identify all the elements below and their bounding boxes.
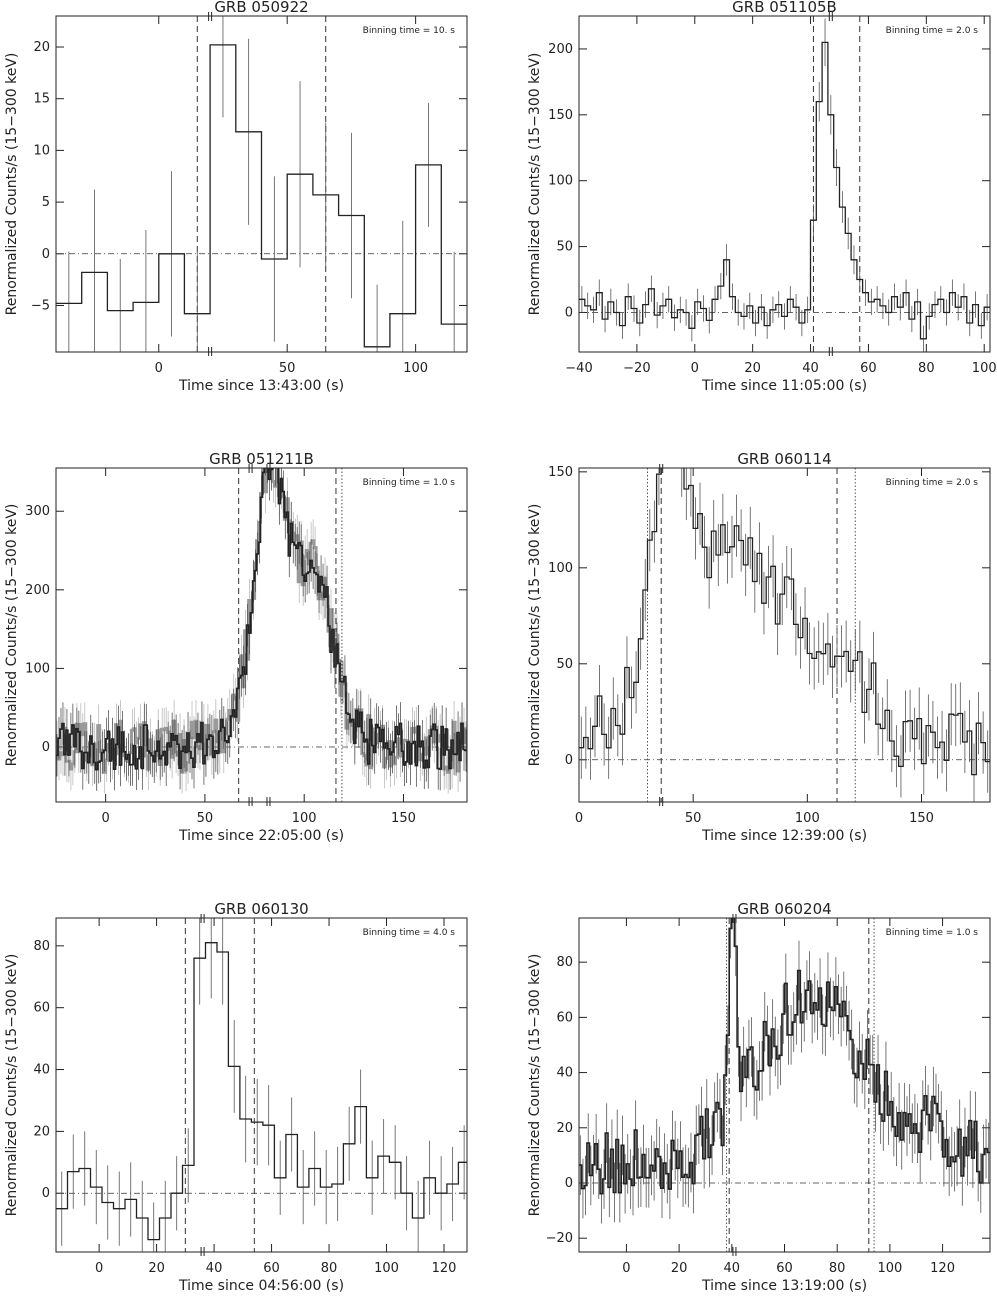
- chart-panel-1: [527, 0, 997, 394]
- plot-area: [56, 887, 470, 1277]
- plot-area: [56, 0, 467, 409]
- chart-title: GRB 051105B: [732, 0, 837, 16]
- y-tick-label: 40: [33, 1062, 50, 1078]
- y-tick-label: 0: [564, 752, 573, 768]
- y-tick-label: 0: [41, 1186, 50, 1202]
- x-tick-label: 80: [828, 1261, 846, 1276]
- y-tick-label: 300: [25, 504, 50, 520]
- x-tick-label: 0: [574, 811, 584, 826]
- y-tick-label: 80: [556, 955, 573, 971]
- x-tick-label: 80: [320, 1261, 338, 1276]
- lightcurve-step: [579, 42, 990, 338]
- x-tick-label: 150: [909, 811, 934, 826]
- x-tick-label: 60: [860, 361, 877, 376]
- y-axis-label: Renormalized Counts/s (15−300 keV): [527, 52, 543, 316]
- plot-area: [579, 16, 990, 352]
- x-tick-label: −40: [565, 361, 593, 376]
- y-axis-label: Renormalized Counts/s (15−300 keV): [527, 503, 543, 767]
- chart-title: GRB 060114: [737, 450, 832, 468]
- y-tick-label: −20: [545, 1231, 573, 1247]
- chart-panel-5: [527, 860, 990, 1294]
- x-axis-label: Time since 12:39:00 (s): [701, 828, 868, 844]
- x-tick-label: 0: [154, 361, 163, 376]
- lightcurve-step: [56, 45, 467, 347]
- binning-note: Binning time = 1.0 s: [885, 928, 978, 938]
- x-tick-label: 50: [196, 811, 214, 826]
- y-tick-label: 200: [25, 582, 50, 598]
- chart-panel-0: [4, 0, 467, 409]
- chart-title: GRB 060204: [737, 900, 832, 918]
- y-tick-label: 0: [41, 739, 50, 755]
- y-axis-label: Renormalized Counts/s (15−300 keV): [4, 953, 20, 1217]
- chart-title: GRB 060130: [214, 900, 309, 918]
- chart-panel-2: [4, 425, 467, 844]
- x-axis-label: Time since 11:05:00 (s): [701, 378, 868, 394]
- y-tick-label: 200: [548, 41, 573, 57]
- x-axis-label: Time since 13:19:00 (s): [701, 1278, 868, 1294]
- x-axis-label: Time since 04:56:00 (s): [178, 1278, 345, 1294]
- y-tick-label: 100: [25, 661, 50, 677]
- y-tick-label: 150: [548, 107, 573, 123]
- x-tick-label: 60: [263, 1261, 280, 1276]
- x-tick-label: 100: [794, 811, 820, 826]
- y-tick-label: 0: [41, 246, 50, 262]
- y-tick-label: 80: [33, 938, 50, 954]
- x-tick-label: 0: [690, 361, 699, 376]
- x-tick-label: 40: [205, 1261, 223, 1276]
- x-tick-label: 50: [684, 811, 702, 826]
- y-tick-label: 15: [33, 91, 50, 107]
- binning-note: Binning time = 2.0 s: [885, 26, 978, 36]
- plot-frame: [579, 16, 990, 352]
- x-tick-label: 80: [918, 361, 935, 376]
- y-tick-label: 20: [33, 1124, 50, 1140]
- x-tick-label: 60: [776, 1261, 793, 1276]
- x-tick-label: 20: [670, 1261, 688, 1276]
- y-tick-label: 100: [548, 560, 573, 576]
- lightcurve-step: [56, 943, 470, 1240]
- x-tick-label: 100: [971, 361, 997, 376]
- y-tick-label: 60: [556, 1010, 573, 1026]
- y-tick-label: 100: [548, 173, 573, 189]
- x-tick-label: 40: [723, 1261, 741, 1276]
- binning-note: Binning time = 2.0 s: [885, 478, 978, 488]
- y-tick-label: 40: [556, 1065, 573, 1081]
- y-tick-label: 20: [556, 1120, 573, 1136]
- binning-note: Binning time = 4.0 s: [362, 928, 455, 938]
- x-tick-label: 0: [94, 1261, 104, 1276]
- chart-panel-4: [4, 887, 470, 1294]
- y-tick-label: 150: [548, 464, 573, 480]
- x-axis-label: Time since 22:05:00 (s): [178, 828, 345, 844]
- x-tick-label: 0: [622, 1261, 631, 1276]
- x-tick-label: 50: [278, 361, 296, 376]
- y-axis-label: Renormalized Counts/s (15−300 keV): [527, 953, 543, 1217]
- chart-title: GRB 051211B: [209, 450, 314, 468]
- y-tick-label: 50: [556, 656, 573, 672]
- binning-note: Binning time = 10. s: [362, 26, 455, 36]
- y-tick-label: 0: [564, 1175, 573, 1191]
- x-tick-label: 100: [291, 811, 317, 826]
- x-tick-label: 20: [744, 361, 761, 376]
- x-tick-label: 150: [391, 811, 416, 826]
- plot-frame: [56, 918, 467, 1252]
- x-axis-label: Time since 13:43:00 (s): [178, 378, 345, 394]
- x-tick-label: 100: [877, 1261, 903, 1276]
- y-axis-label: Renormalized Counts/s (15−300 keV): [4, 52, 20, 316]
- y-tick-label: 50: [556, 239, 573, 255]
- plot-area: [579, 368, 990, 805]
- x-tick-label: 20: [148, 1261, 165, 1276]
- x-tick-label: 40: [802, 361, 819, 376]
- chart-panel-3: [527, 368, 990, 844]
- y-axis-label: Renormalized Counts/s (15−300 keV): [4, 503, 20, 767]
- binning-note: Binning time = 1.0 s: [362, 478, 455, 488]
- y-tick-label: 0: [564, 305, 573, 321]
- y-tick-label: 10: [33, 143, 50, 159]
- y-tick-label: 20: [33, 40, 50, 56]
- x-tick-label: 0: [101, 811, 110, 826]
- x-tick-label: −20: [623, 361, 651, 376]
- x-tick-label: 100: [374, 1261, 399, 1276]
- x-tick-label: 120: [930, 1261, 955, 1276]
- y-tick-label: 5: [41, 195, 50, 211]
- chart-title: GRB 050922: [214, 0, 309, 16]
- y-tick-label: 60: [33, 1000, 50, 1016]
- x-tick-label: 100: [403, 361, 429, 376]
- y-tick-label: −5: [30, 298, 50, 314]
- x-tick-label: 120: [431, 1261, 457, 1276]
